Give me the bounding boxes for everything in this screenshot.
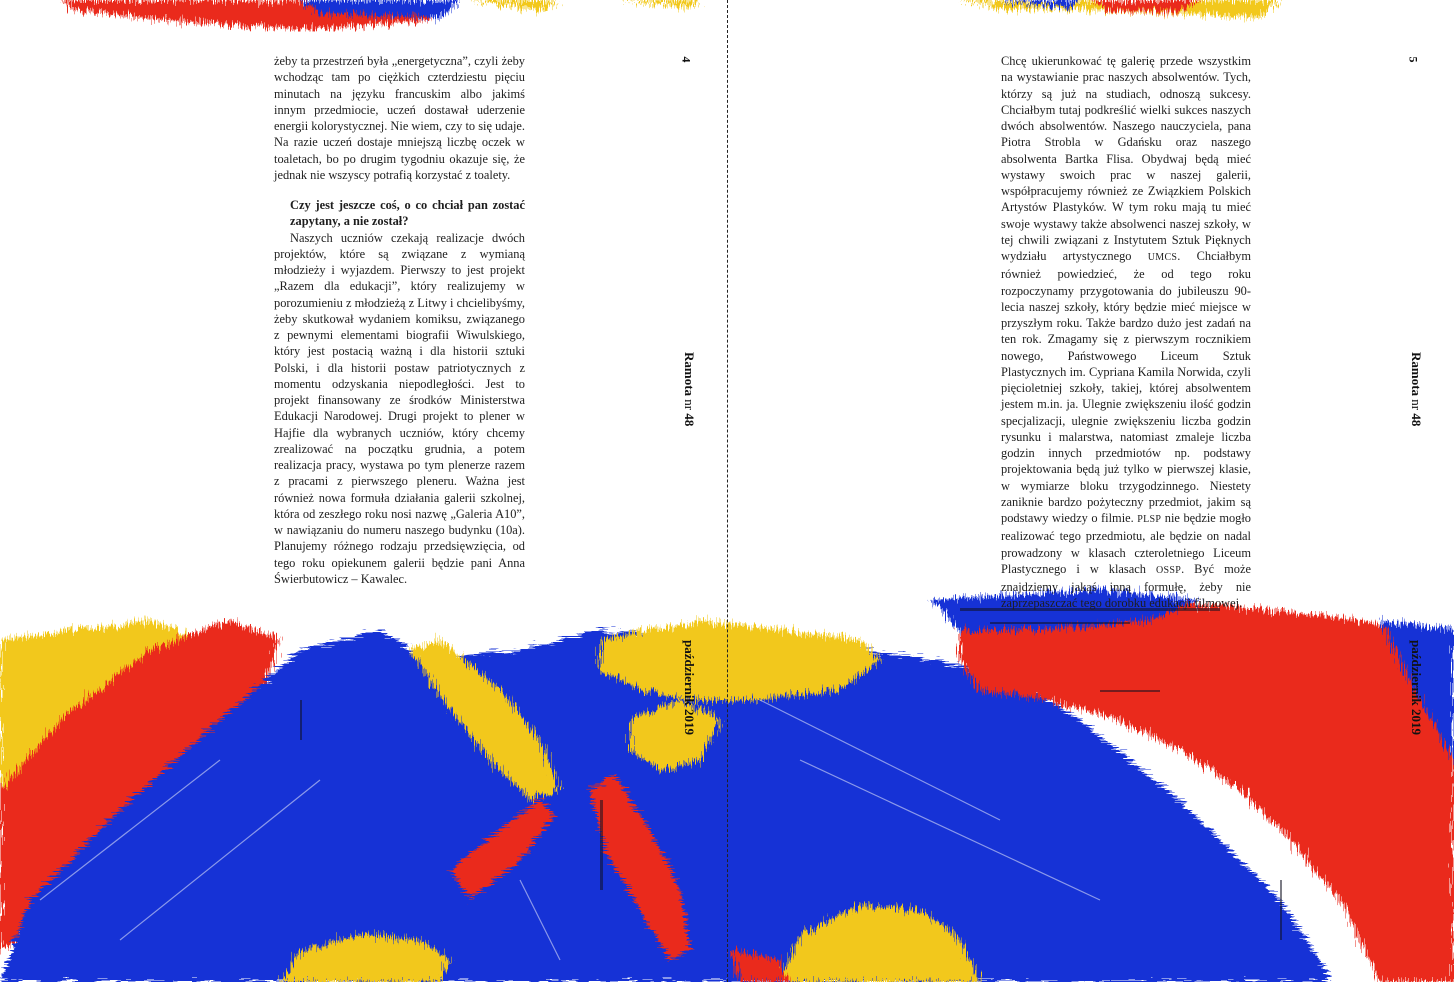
left-paragraph-2: Naszych uczniów czekają realizacje dwóch projektów, które są związane z wymianą młodzieży i wyjazdem. Pierwszy to jest projekt „Razem dla edukacji”, który realizujemy w porozumieniu z młodzieżą z Litwy i chcielibyśmy, żeby skutkował wydaniem komiksu, związanego z pewnymi elementami biografii Wiwulskiego, który jest postacią ważną i dla historii sztuki Polski, i dla historii postaw patriotycznych z momentu odzyskania niepodległości. Jest to projekt finansowany ze środków Ministerstwa Edukacji Narodowej. Drugi projekt to plener w Hajfie dla wybranych uczniów, który chcemy zrealizować na początku grudnia, a potem realizacja pracy, wystawa po tym plenerze razem z pracami z pierwszego pleneru. Ważna jest również nowa formuła działania galerii szkolnej, która od zeszłego roku nosi nazwę „Galeria A10”, w nawiązaniu do numeru naszego budynku (10a). Planujemy różnego rodzaju przedsięwzięcia, od tego roku opiekunem galerii będzie pani Anna Świerbutowicz – Kawalec. (274, 230, 525, 586)
date-left: październik 2019 (682, 640, 697, 735)
abbr-plsp: PLSP (1137, 514, 1162, 525)
page-fold-line (727, 0, 728, 982)
interview-question: Czy jest jeszcze coś, o co chciał pan zostać zapytany, a nie został? (290, 198, 525, 229)
right-paragraph: Chcę ukierunkować tę galerię przede wszystkim na wystawianie prac naszych absolwentów. Tych, którzy są już na studiach, odnoszą sukcesy. Chciałbym tutaj podkreślić wielki sukces naszych dwóch absolwentów. Naszego nauczyciela, pana Piotra Strobla w Gdańsku oraz naszego absolwenta Bartka Flisa. Obydwaj będą mieć wystawy swoich prac w naszej galerii, współpracujemy również ze Związkiem Polskich Artystów Plastyków. W tym roku mają tu mieć swoje wystawy także absolwenci naszej szkoły, w tej chwili związani z Instytutem Sztuk Pięknych wydziału artystycznego UMCS. Chciałbym również powiedzieć, że od tego roku rozpoczynamy przygotowania do jubileuszu 90-lecia naszej szkoły, który będzie mieć miejsce w przyszłym roku. Także bardzo dużo jest zadań na ten rok. Zmagamy się z pierwszym rocznikiem nowego, Państwowego Liceum Sztuk Plastycznych im. Cypriana Kamila Norwida, czyli pięcioletniej szkoły, takiej, której absolwentem jestem m.in. ja. Ulegnie zwiększeniu ilość godzin specjalizacji, ulegnie zwiększeniu liczba godzin rysunku i malarstwa, natomiast zmaleje liczba godzin innych przedmiotów np. podstawy projektowania będą już tylko w pierwszej klasie, w wymiarze bloku trzygodzinnego. Niestety zaniknie bardzo pożyteczny przedmiot, jakim są podstawy wiedzy o filmie. PLSP nie będzie mogło realizować tego przedmiotu, ale będzie on nadal prowadzony w klasach czteroletniego Liceum Plastycznego i w klasach OSSP. Być może znajdziemy jakąś inną formułę, żeby nie zaprzepaszczać tego dorobku edukacji filmowej. (1001, 54, 1251, 611)
date-right: październik 2019 (1409, 640, 1424, 735)
left-page-text-column (274, 53, 525, 587)
running-head-left: Ramota nr 48 (682, 352, 697, 427)
left-paragraph-1: żeby ta przestrzeń była „energetyczna”, czyli żeby wchodząc tam po ciężkich czterdziestu pięciu minutach na języku francuskim albo jakimś innym przedmiocie, uczeń dostawał uderzenie energii kolorystycznej. Nie wiem, czy to się udaje. Na razie uczeń dostaje mniejszą liczbę oczek w toaletach, bo po drugim tygodniu okazuje się, że jednak nie wszyscy potrafią korzystać z toalety. (274, 54, 525, 182)
page-number-right: 5 (1406, 56, 1421, 63)
abbr-umcs: UMCS (1147, 252, 1178, 263)
running-head-right: Ramota nr 48 (1409, 352, 1424, 427)
right-page-text-column (1001, 53, 1251, 612)
page-number-left: 4 (679, 56, 694, 63)
abbr-ossp: OSSP (1155, 564, 1182, 576)
